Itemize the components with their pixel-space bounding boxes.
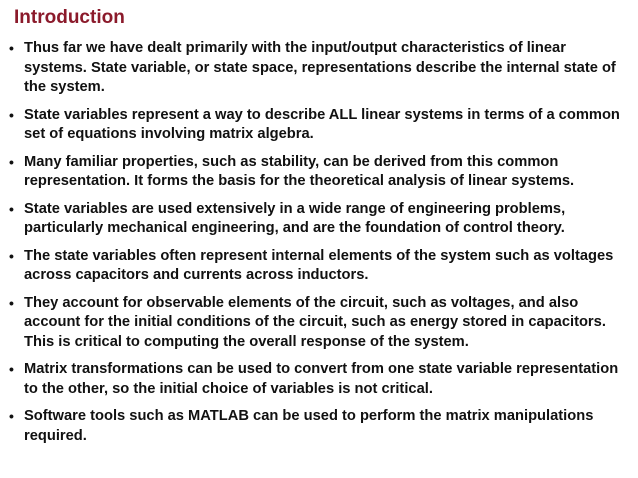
bullet-item — [9, 247, 631, 286]
bullet-text: Software tools such as MATLAB can be used to perform the matrix manipulations required. — [24, 408, 594, 444]
bullet-text: Thus far we have dealt primarily with the input/output characteristics of linear systems. State variable, or state space, representations describe the internal state of the system. — [24, 40, 616, 95]
bullet-text: State variables represent a way to describe ALL linear systems in terms of a common set of equations involving matrix algebra. — [24, 106, 620, 142]
bullet-icon: • — [9, 247, 14, 264]
bullet-icon: • — [9, 361, 14, 377]
bullet-text: Many familiar properties, such as stability, can be derived from this common representation. It forms the basis for the theoretical analysis of linear systems. — [24, 153, 575, 189]
bullet-item — [9, 407, 631, 446]
bullet-item — [9, 200, 631, 239]
bullet-text: State variables are used extensively in a wide range of engineering problems, particularly mechanical engineering, and are the foundation of control theory. — [24, 200, 566, 236]
bullet-icon: • — [9, 200, 14, 217]
bullet-icon: • — [9, 294, 14, 311]
bullet-icon: • — [9, 408, 14, 424]
bullet-item — [9, 39, 631, 98]
bullet-icon: • — [9, 106, 14, 123]
bullet-item — [9, 294, 631, 353]
slide-title: Introduction — [14, 7, 125, 28]
bullet-item — [9, 153, 631, 192]
bullet-text: The state variables often represent internal elements of the system such as voltages across capacitors and currents across inductors. — [24, 247, 614, 283]
bullet-icon: • — [9, 40, 14, 56]
bullet-list — [9, 39, 631, 454]
bullet-text: They account for observable elements of the circuit, such as voltages, and also account for the initial conditions of the circuit, such as energy stored in capacitors. This is critical to computing the overall response of the system. — [24, 294, 606, 350]
bullet-icon: • — [9, 153, 14, 170]
bullet-item — [9, 106, 631, 145]
bullet-text: Matrix transformations can be used to convert from one state variable representation to the other, so the initial choice of variables is not critical. — [24, 361, 619, 397]
bullet-item — [9, 360, 631, 399]
